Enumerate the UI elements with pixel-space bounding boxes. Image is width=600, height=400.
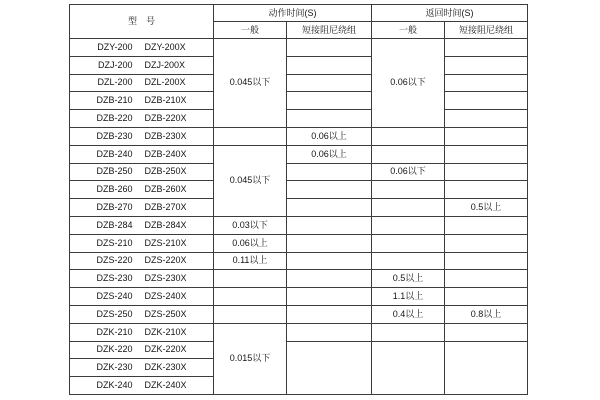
model-cell <box>70 145 214 163</box>
table-row <box>70 39 528 57</box>
model-cell <box>70 252 214 270</box>
model-number: DZB-220 <box>96 113 133 124</box>
value-cell <box>214 305 287 323</box>
value-cell <box>214 288 287 306</box>
model-number: DZS-240 <box>96 291 133 302</box>
header-action-general: 一般 <box>214 22 287 39</box>
value-cell <box>372 234 445 252</box>
model-cell <box>70 288 214 306</box>
model-number: DZB-210X <box>144 95 187 106</box>
value-cell <box>445 341 528 394</box>
value-cell <box>287 92 372 110</box>
table-row <box>70 341 528 359</box>
value-cell <box>287 323 372 341</box>
model-number: DZB-270 <box>96 202 133 213</box>
table-header <box>70 5 528 39</box>
model-number: DZJ-200 <box>97 59 133 70</box>
model-number: DZB-240X <box>144 148 187 159</box>
header-row-groups <box>70 5 528 22</box>
value-cell: 0.06以下 <box>372 163 445 181</box>
model-number: DZB-230X <box>144 130 187 141</box>
value-cell <box>287 199 372 217</box>
value-cell: 0.8以上 <box>445 305 528 323</box>
header-action-time: 动作时间(S) <box>214 5 372 22</box>
value-cell <box>372 341 445 394</box>
value-cell <box>445 288 528 306</box>
model-cell <box>70 74 214 92</box>
value-cell <box>445 110 528 128</box>
model-number: DZS-210X <box>144 237 187 248</box>
model-cell <box>70 56 214 74</box>
table-row <box>70 270 528 288</box>
value-cell: 0.045以下 <box>214 145 287 216</box>
model-cell <box>70 270 214 288</box>
model-number: DZS-220X <box>144 255 187 266</box>
value-cell <box>287 216 372 234</box>
value-cell <box>445 181 528 199</box>
model-cell <box>70 181 214 199</box>
model-number: DZS-250X <box>144 308 187 319</box>
value-cell: 0.5以上 <box>372 270 445 288</box>
model-number: DZS-210 <box>96 237 133 248</box>
value-cell <box>287 341 372 394</box>
table-row <box>70 181 528 199</box>
model-number: DZK-210 <box>96 326 133 337</box>
model-number: DZS-230X <box>144 273 187 284</box>
header-return-general: 一般 <box>372 22 445 39</box>
value-cell <box>372 252 445 270</box>
value-cell: 0.06以上 <box>214 234 287 252</box>
model-number: DZB-250 <box>96 166 133 177</box>
model-number: DZK-230 <box>96 362 133 373</box>
model-number: DZB-260 <box>96 184 133 195</box>
model-number: DZB-284 <box>96 219 133 230</box>
model-number: DZK-240X <box>144 380 187 391</box>
model-cell <box>70 377 214 395</box>
table-row <box>70 252 528 270</box>
table-row <box>70 145 528 163</box>
value-cell <box>287 181 372 199</box>
value-cell <box>287 270 372 288</box>
model-number: DZL-200 <box>97 77 133 88</box>
value-cell <box>214 127 287 145</box>
value-cell <box>287 163 372 181</box>
value-cell <box>287 74 372 92</box>
table-row <box>70 74 528 92</box>
value-cell <box>445 92 528 110</box>
value-cell <box>445 252 528 270</box>
table-row <box>70 110 528 128</box>
value-cell: 0.06以上 <box>287 145 372 163</box>
table-row <box>70 56 528 74</box>
header-action-damping: 短接阻尼绕组 <box>287 22 372 39</box>
model-number: DZY-200 <box>97 41 133 52</box>
model-cell <box>70 341 214 359</box>
header-return-time: 返回时间(S) <box>372 5 528 22</box>
model-number: DZK-220 <box>96 344 133 355</box>
model-number: DZL-200X <box>144 77 186 88</box>
value-cell <box>445 145 528 163</box>
value-cell <box>445 127 528 145</box>
value-cell: 0.03以下 <box>214 216 287 234</box>
header-model: 型 号 <box>70 5 214 39</box>
table-row <box>70 163 528 181</box>
value-cell: 0.5以上 <box>445 199 528 217</box>
value-cell <box>287 39 372 57</box>
model-number: DZK-230X <box>144 362 187 373</box>
value-cell <box>445 74 528 92</box>
value-cell: 0.045以下 <box>214 39 287 128</box>
value-cell: 0.015以下 <box>214 323 287 394</box>
value-cell: 0.4以上 <box>372 305 445 323</box>
model-cell <box>70 359 214 377</box>
value-cell <box>287 252 372 270</box>
model-number: DZS-220 <box>96 255 133 266</box>
value-cell <box>287 110 372 128</box>
model-number: DZB-260X <box>144 184 187 195</box>
model-number: DZK-210X <box>144 326 187 337</box>
model-number: DZS-250 <box>96 308 133 319</box>
table-row <box>70 323 528 341</box>
model-cell <box>70 216 214 234</box>
value-cell <box>445 323 528 341</box>
value-cell <box>214 270 287 288</box>
model-cell <box>70 323 214 341</box>
model-number: DZK-220X <box>144 344 187 355</box>
model-cell <box>70 39 214 57</box>
model-number: DZB-270X <box>144 202 187 213</box>
value-cell <box>372 127 445 145</box>
table-row <box>70 305 528 323</box>
model-number: DZS-240X <box>144 291 187 302</box>
value-cell <box>287 56 372 74</box>
value-cell <box>372 145 445 163</box>
model-number: DZB-230 <box>96 130 133 141</box>
value-cell: 0.06以上 <box>287 127 372 145</box>
value-cell: 1.1以上 <box>372 288 445 306</box>
model-number: DZY-200X <box>144 41 186 52</box>
model-number: DZK-240 <box>96 380 133 391</box>
value-cell <box>372 323 445 341</box>
value-cell <box>372 199 445 217</box>
table-row <box>70 127 528 145</box>
model-cell <box>70 127 214 145</box>
value-cell <box>445 39 528 57</box>
relay-spec-table <box>69 4 528 395</box>
table-row <box>70 92 528 110</box>
model-number: DZB-240 <box>96 148 133 159</box>
model-number: DZB-220X <box>144 113 187 124</box>
table-row <box>70 288 528 306</box>
value-cell <box>445 163 528 181</box>
value-cell <box>287 305 372 323</box>
model-cell <box>70 92 214 110</box>
header-return-damping: 短接阻尼绕组 <box>445 22 528 39</box>
value-cell <box>287 288 372 306</box>
model-number: DZJ-200X <box>144 59 186 70</box>
model-cell <box>70 234 214 252</box>
model-cell <box>70 163 214 181</box>
value-cell <box>445 216 528 234</box>
table-row <box>70 199 528 217</box>
table-row <box>70 234 528 252</box>
model-cell <box>70 110 214 128</box>
value-cell <box>372 216 445 234</box>
model-number: DZB-250X <box>144 166 187 177</box>
table-body <box>70 39 528 395</box>
table-row <box>70 216 528 234</box>
value-cell <box>445 270 528 288</box>
value-cell: 0.11以上 <box>214 252 287 270</box>
model-number: DZB-210 <box>96 95 133 106</box>
model-number: DZS-230 <box>96 273 133 284</box>
model-cell <box>70 199 214 217</box>
model-cell <box>70 305 214 323</box>
value-cell: 0.06以下 <box>372 39 445 128</box>
value-cell <box>445 56 528 74</box>
value-cell <box>287 234 372 252</box>
value-cell <box>372 181 445 199</box>
model-number: DZB-284X <box>144 219 187 230</box>
value-cell <box>445 234 528 252</box>
